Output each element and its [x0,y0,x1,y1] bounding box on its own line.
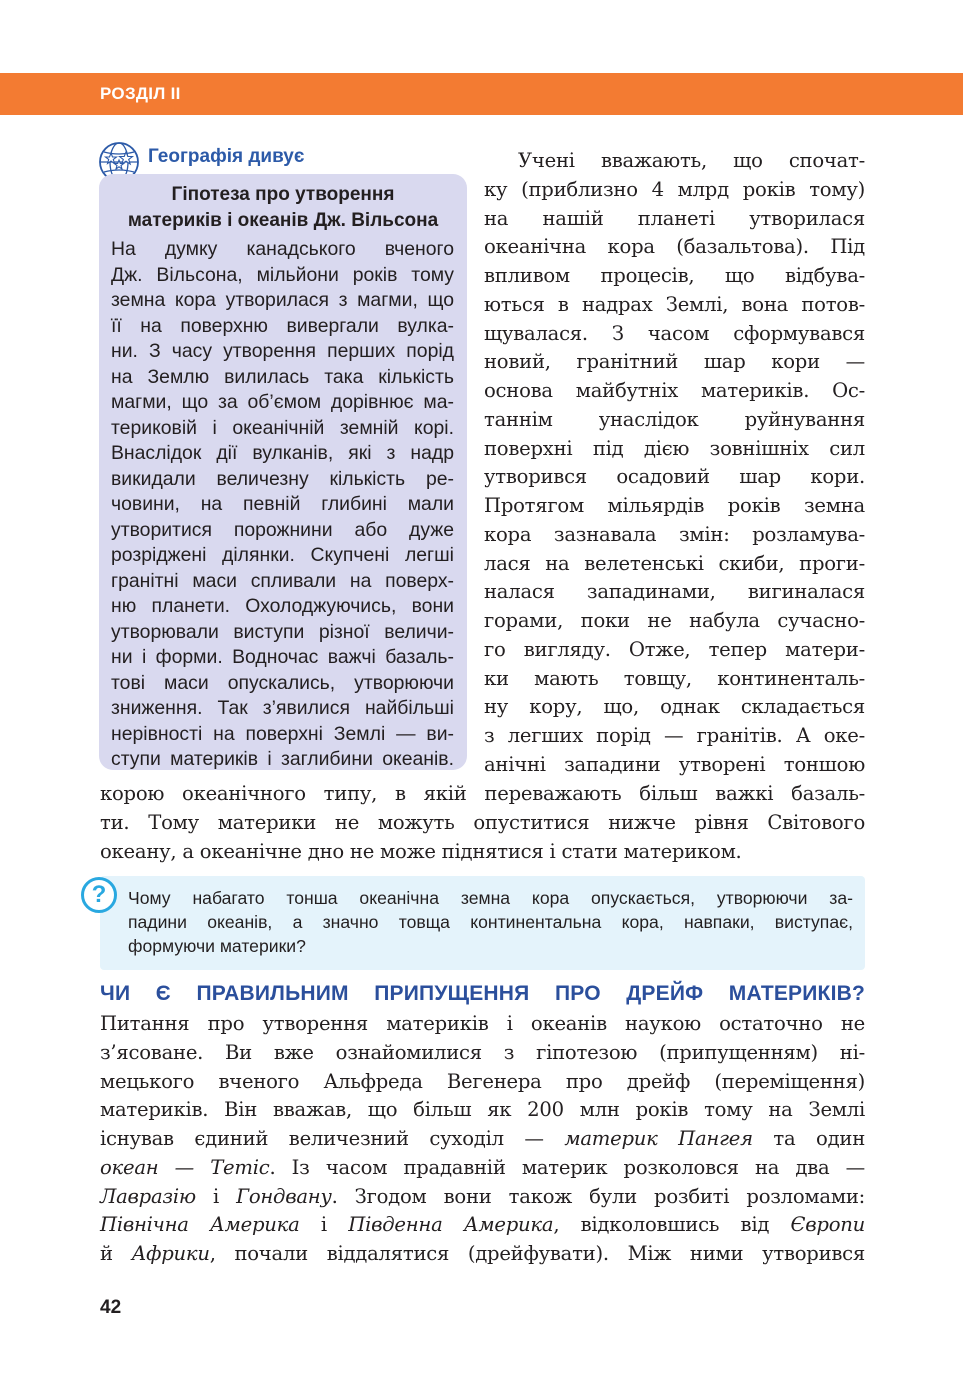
text-run: та один [752,1127,866,1150]
body-text-line: таннім унаслідок руйнування [484,407,865,431]
sidebar-text-line: розріджені ділянки. Скупчені легші [111,544,454,566]
body-text-line: ються в надрах Землі, вона потов- [484,292,865,316]
body-text-line: горами, поки не набула сучасно- [484,609,865,632]
body-text-line: океану, а океанічне дно не може піднятися і стати материком. [100,839,742,863]
text-run: , почали віддалятися (дрейфувати). Між ними утворився [209,1242,866,1265]
term-italic: материк Пангея [564,1127,753,1150]
sidebar-text-line: Внаслідок дії вулканів, які з надр [111,442,454,464]
body-text-line: з’ясоване. Ви вже ознайомилися з гіпотезою (припущенням) ні- [100,1040,865,1064]
section-heading: ЧИ Є ПРАВИЛЬНИМ ПРИПУЩЕННЯ ПРО ДРЕЙФ МАТЕРИКІВ? [100,982,865,1005]
body-text-line: Учені вважають, що спочат- [518,149,865,172]
sidebar-text-line: на Землю вилилась така кількість [111,365,454,388]
term-italic: Південна Америка [348,1213,554,1237]
body-text-line: ку (приблизно 4 млрд років тому) [484,177,865,201]
term-italic: Лавразію [100,1184,196,1208]
body-text-line: мецького вченого Альфреда Вегенера про дрейф (переміщення) [100,1069,865,1093]
term-italic: Африки [131,1242,210,1265]
sidebar-text-line: човини, на певній глибині мали [111,493,454,515]
sidebar-text-line: ступи материків і заглибини океанів. [111,748,454,770]
text-run: і [299,1213,349,1237]
body-text-line: анічні западини утворені тоншою [484,752,865,776]
section-label: РОЗДІЛ ІІ [100,84,181,103]
body-text-line: новий, гранітний шар кори — [484,350,865,374]
sidebar-text-line: ню планети. Охолоджуючись, вони [111,595,454,617]
body-text-line: материків. Він вважав, що більш як 200 млн років тому на Землі [100,1098,865,1122]
body-text-line: утворився осадовий шар кори. [484,465,865,489]
text-run: . Згодом вони також були розбиті розломами: [331,1184,865,1208]
question-icon: ? [81,877,117,913]
question-text-line: Чому набагато тонша океанічна земна кора опускається, утворюючи за- [128,888,853,908]
body-text-line: налася западинами, вигиналася [484,580,865,604]
term-italic: Північна Америка [100,1213,300,1237]
body-text-line: з легших порід — гранітів. А оке- [484,724,865,747]
body-text-line: лася на велетенські скиби, проги- [484,551,865,575]
body-text-line [100,1154,865,1183]
sidebar-text-line: земна кора утворилася з магми, що [111,289,454,311]
term-italic: Гондвану [236,1184,332,1208]
body-text-line: ки мають товщу, континенталь- [484,666,865,690]
sidebar-heading: Географія дивує [148,146,305,167]
body-text-line: го вигляду. Отже, тепер матери- [484,637,865,661]
text-run: існував єдиний величезний суходіл — [100,1127,565,1150]
body-text-line: поверхні під дією зовнішніх сил [484,436,865,460]
term-italic: Європи [790,1213,865,1237]
body-text-line: корою океанічного типу, в якій переважають більш важкі базаль- [100,782,865,805]
body-text-line: впливом процесів, що відбува- [484,264,865,287]
sidebar-text-line: гранітні маси спливали на поверх- [111,569,454,592]
page-number: 42 [100,1297,122,1318]
text-run: і [195,1184,237,1208]
body-text-line: океанічна кора (базальтова). Під [484,235,865,259]
sidebar-text-line: На думку канадського вченого [111,238,454,260]
body-text-line [100,1125,865,1154]
body-text-line: основа майбутніх материків. Ос- [484,379,865,402]
sidebar-text-line: викидали величезну кількість ре- [111,467,454,490]
sidebar-text-line: ни. З часу утворення перших порід [111,340,454,362]
sidebar-text-line: Дж. Вільсона, мільйони років тому [111,263,454,286]
sidebar-text-line: нерівності на поверхні Землі — ви- [111,722,454,745]
body-text-line: Протягом мільярдів років земна [484,494,865,517]
sidebar-text-line: утворитися порожнини або дуже [111,518,454,541]
sidebar-text-line: її на поверхню вивергали вулка- [111,314,454,337]
term-italic: океан — Тетіс [100,1155,270,1179]
body-text-line [100,1211,865,1240]
body-text-line: ти. Тому материки не можуть опуститися нижче рівня Світового [100,810,865,834]
question-text-line: падини океанів, а значно товща континентальна кора, навпаки, виступає, [128,912,853,932]
text-run: . Із часом прадавній материк розколовся на два — [269,1155,865,1179]
sidebar-text-line: магми, що за об’ємом дорівнює ма- [111,391,454,413]
body-text-line [100,1183,865,1212]
sidebar-title-line: материків і океанів Дж. Вільсона [127,210,439,231]
sidebar-text-line: ни і форми. Водночас важчі базаль- [111,646,454,668]
question-text-line: формуючи материки? [128,936,306,956]
sidebar-text-line: тові маси опускались, утворюючи [111,671,454,694]
body-text-line [100,1240,865,1269]
body-text-line: Питання про утворення материків і океанів наукою остаточно не [100,1012,865,1035]
body-text-line: на нашій планеті утворилася [484,206,865,230]
sidebar-text-line: териковій і океанічній земній корі. [111,416,454,439]
body-text-line: ну кору, що, однак складається [484,695,865,719]
sidebar-title-line: Гіпотеза про утворення [171,184,395,205]
sidebar-title [104,182,462,234]
sidebar-text-line: утворювали виступи різної величи- [111,620,454,643]
text-run: , відколовшись від [553,1213,791,1237]
sidebar-text-line: зниження. Так з’явилися найбільші [111,697,454,719]
body-text-line: щувалася. З часом сформувався [484,321,865,345]
text-run: й [100,1242,132,1265]
body-text-line: кора зазнавала змін: розламува- [484,522,865,546]
